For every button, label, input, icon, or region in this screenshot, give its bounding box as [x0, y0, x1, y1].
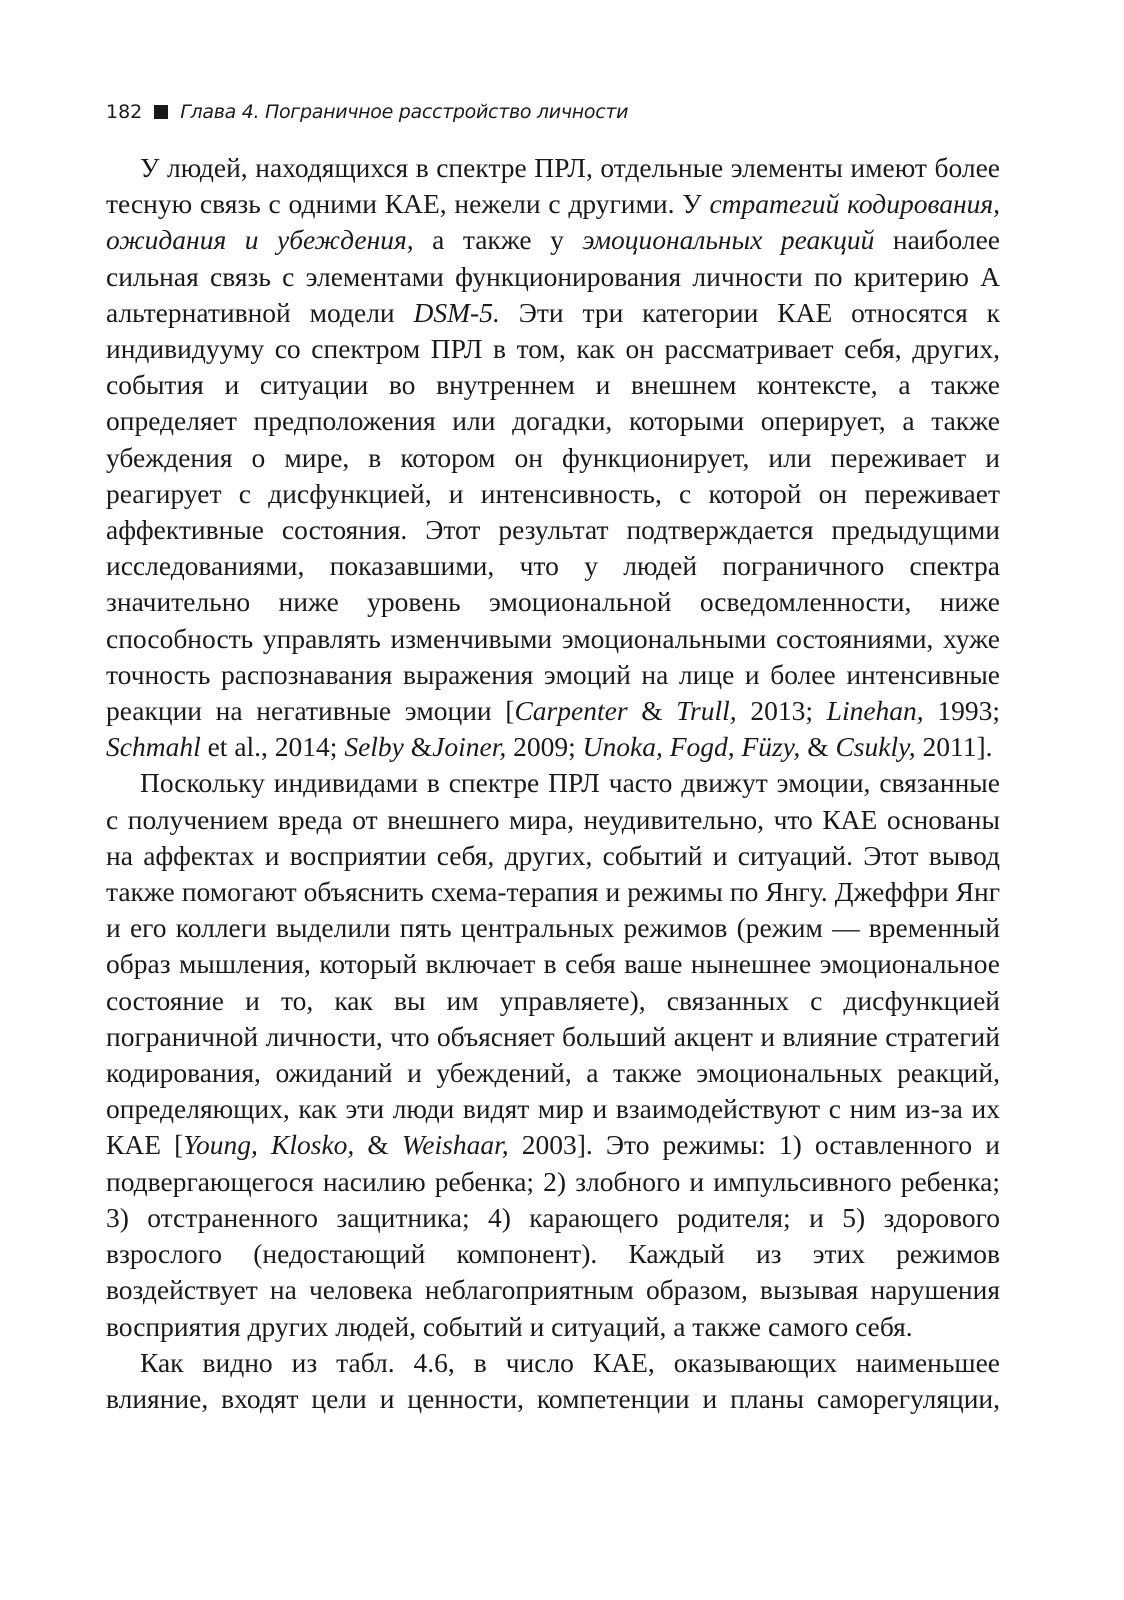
text-run: Как видно из табл. 4.6, в число КАЕ, оказывающих наименьшее влияние, входят цели и ценности, компетенции и планы саморегуляции, [106, 1346, 1000, 1414]
running-head [106, 100, 1000, 124]
chapter-title: Глава 4. Пограничное расстройство личности [180, 101, 629, 123]
square-bullet-icon [154, 105, 168, 119]
text-run: 2003]. Это режимы: 1) оставленного и подвергающегося насилию ребенка; 2) злобного и импульсивного ребенка; 3) отстраненного защитника; 4) карающего родителя; и 5) здорового взрослого (недостающий компонент). Каждый из этих режимов воздействует на человека неблагоприятным образом, вызывая нарушения восприятия других людей, событий и ситуаций, а также самого себя. [106, 1129, 1000, 1342]
italic-run: DSM-5. [413, 296, 500, 328]
book-page [106, 100, 1000, 1417]
text-run: 2011]. [915, 731, 993, 763]
text-run: & [800, 731, 836, 763]
text-run: наиболее сильная связь с элементами функционирования личности по критерию А альтернативной модели [106, 224, 1000, 328]
italic-run: эмоциональных реакций [582, 224, 875, 256]
italic-run: Linehan, [826, 695, 924, 727]
italic-run: Weishaar, [401, 1129, 509, 1161]
text-run: Поскольку индивидами в спектре ПРЛ часто движут эмоции, связанные с получением вреда от внешнего мира, неудивительно, что КАЕ основаны на аффектах и восприятии себя, других, событий и ситуаций. Этот вывод также помогают объяснить схема-терапия и режимы по Янгу. Джеффри Янг и его коллеги выделили пять центральных режимов (режим — временный образ мышления, который включает в себя ваше нынешнее эмоциональное состояние и то, как вы им управляете), связанных с дисфункцией пограничной личности, что объясняет больший акцент и влияние стратегий кодирования, ожиданий и убеждений, а также эмоциональных реакций, определяющих, как эти люди видят мир и взаимодействуют с ним из-за их КАЕ [ [106, 767, 1000, 1161]
italic-run: Schmahl [106, 731, 201, 763]
text-run: 1993; [923, 695, 1001, 727]
italic-run: Joiner, [432, 731, 507, 763]
italic-run: Trull, [676, 695, 737, 727]
italic-run: стратегий кодирования, ожидания и убеждения, [106, 188, 1001, 256]
page-number: 182 [106, 101, 143, 123]
text-run: Эти три категории КАЕ относятся к индивидууму со спектром ПРЛ в том, как он рассматривает себя, других, события и ситуации во внутреннем и внешнем контексте, а также определяет предположения или догадки, которыми оперирует, а также убеждения о мире, в котором он функционирует, или переживает и реагирует с дисфункцией, и интенсивность, с которой он переживает аффективные состояния. Этот результат подтверждается предыдущими исследованиями, показавшими, что у людей пограничного спектра значительно ниже уровень эмоциональной осведомленности, ниже способность управлять изменчивыми эмоциональными состояниями, хуже точность распознавания выражения эмоций на лице и более интенсивные реакции на негативные эмоции [ [106, 296, 1000, 727]
text-run: 2013; [736, 695, 827, 727]
paragraph [106, 765, 1000, 1344]
text-run: а также у [413, 224, 583, 256]
italic-run: Csukly, [835, 731, 916, 763]
text-run: et al., 2014; [200, 731, 345, 763]
text-run: & [627, 695, 677, 727]
italic-run: Unoka, Fogd, Füzy, [582, 731, 801, 763]
italic-run: Young, Klosko, [183, 1129, 355, 1161]
paragraph [106, 150, 1000, 765]
italic-run: Selby [344, 731, 404, 763]
paragraph [106, 1345, 1000, 1417]
text-run: & [403, 731, 433, 763]
body-text [106, 150, 1000, 1417]
text-run: 2009; [506, 731, 583, 763]
text-run: & [354, 1129, 402, 1161]
italic-run: Carpenter [514, 695, 628, 727]
text-run: У людей, находящихся в спектре ПРЛ, отдельные элементы имеют более тесную связь с одними КАЕ, нежели с другими. У [106, 152, 1000, 220]
